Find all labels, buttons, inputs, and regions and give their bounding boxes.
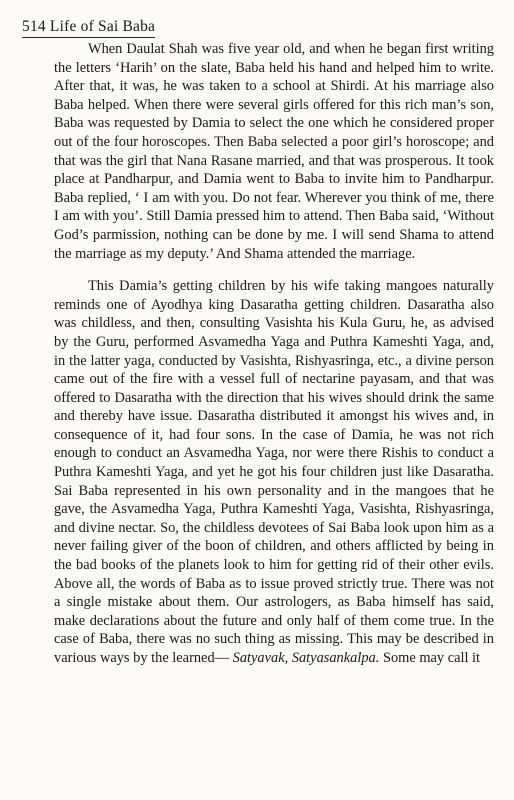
paragraph-2-tail: Some may call it (382, 650, 481, 666)
paragraph-1: When Daulat Shah was five year old, and when he began first writing the letters ‘Harih’ on the slate, Baba held his hand and helped him to write. After that, it was, he was taken to a school at Shirdi. At his marriage also Baba helped. When there were several girls offered for this rich man’s son, Baba was requested by Damia to select the one which he considered proper out of the four horoscopes. Then Baba selected a poor girl’s horoscope; and that was the girl that Nana Rasane married, and that was prosperous. It took place at Pandharpur, and Damia went to Baba to invite him to Pandharpur. Baba replied, ‘ I am with you. Do not fear. Wherever you think of me, there I am with you’. Still Damia pressed him to attend. Then Baba said, ‘Without God’s parmission, nothing can be done by me. I will send Shama to attend the marriage as my deputy.’ And Shama attended the marriage. (54, 41, 494, 262)
body-text (54, 40, 494, 668)
running-head: 514 Life of Sai Baba (22, 18, 155, 38)
paragraph-2-text: This Damia’s getting children by his wife taking mangoes naturally reminds one of Ayodhya king Dasaratha getting children. Dasaratha also was childless, and then, consulting Vasishta his Kula Guru, he, as advised by the Guru, performed Asvamedha Yaga and Puthra Kameshti Yaga, and, in the latter yaga, conducted by Vasishta, Rishyasringa, etc., a divine person came out of the fire with a vessel full of nectarine payasam, and that was offered to Dasaratha with the direction that his wives should drink the same and thereby have issue. Dasaratha distributed it amongst his wives and, in consequence of it, had four sons. In the case of Damia, he was not rich enough to conduct an Asvamedha Yaga, nor were there Rishis to conduct a Puthra Kameshti Yaga, and yet he got his four children just like Dasaratha. Sai Baba represented in his own personality and in the mangoes that he gave, the Asvamedha Yaga, Puthra Kameshti Yaga, Vasishta, Rishyasringa, and divine nectar. So, the childless devotees of Sai Baba look upon him as a never failing giver of the boon of children, and others afflicted by being in the bad books of the planets look to him for getting rid of their other evils. Above all, the words of Baba as to issue proved strictly true. There was not a single mistake about them. Our astrologers, as Baba himself has said, make declarations about the future and only half of them come true. In the case of Baba, there was no such thing as missing. This may be described in various ways by the learned— (54, 278, 494, 666)
paragraph-2-italic: Satyavak, Satyasankalpa. (232, 650, 380, 666)
paragraph-2 (54, 277, 494, 667)
